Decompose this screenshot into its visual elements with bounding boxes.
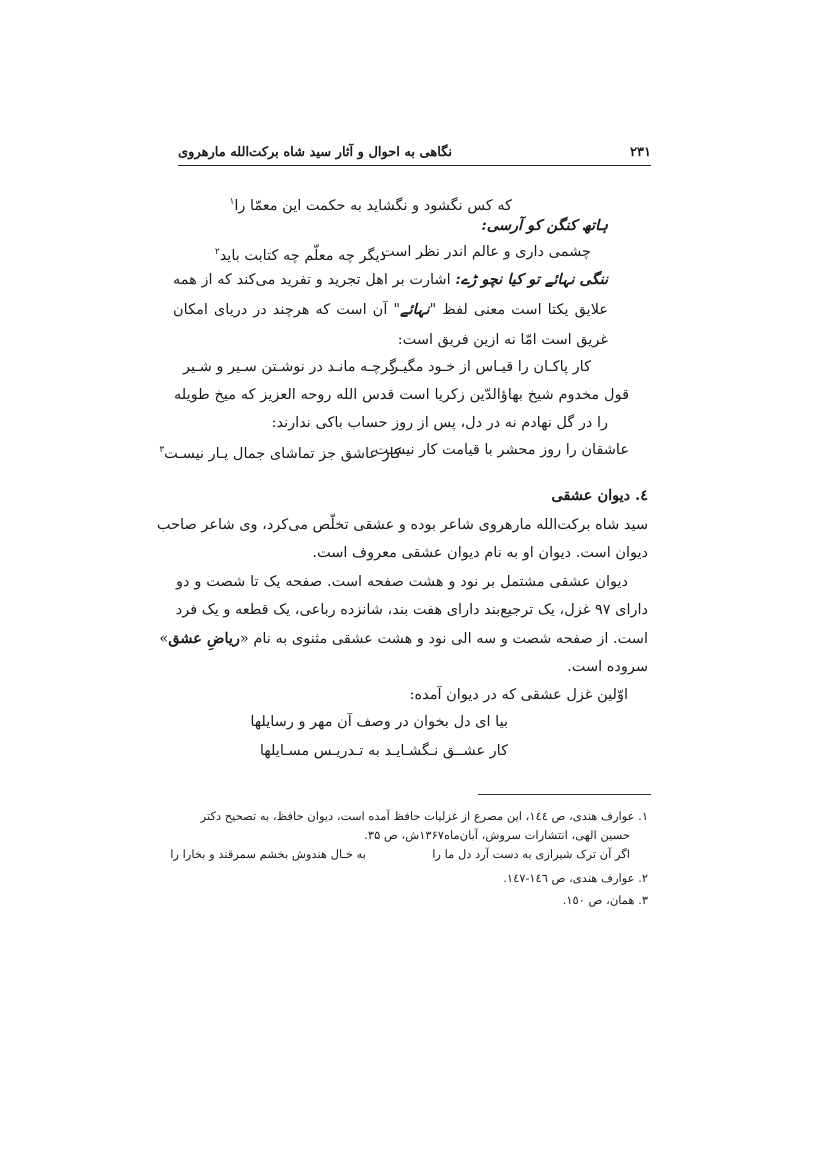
verse-line: بیا ای دل بخوان در وصف آن مهر و رسایلها (250, 714, 508, 730)
prose-text: " آن است که هرچند در دریای امکان (173, 302, 401, 318)
footnote-2: ۲. عوارف هندی، ص ١٤٦-١٤٧. (503, 871, 648, 885)
prose-line (173, 270, 608, 290)
paragraph-line (159, 629, 648, 649)
header-rule (178, 165, 651, 166)
verse-hemistich-right: کار پاکـان را قیـاس از خـود مگیـر (391, 359, 591, 375)
verse-hemistich-left: گرچـه مانـد در نوشـتن سـیر و شـیر (183, 359, 396, 375)
running-header (178, 143, 651, 165)
prose-line: غریق است امّا نه ازین فریق است: (397, 332, 608, 348)
verse-text: که کس نگشود و نگشاید به حکمت این معمّا را (234, 197, 512, 214)
verse-line (230, 192, 512, 216)
page-number: ۲۳۱ (630, 145, 651, 160)
verse-hemistich-right (381, 242, 591, 262)
verse-text: کار عاشق جز تماشای جمال یـار نیسـت (164, 445, 401, 462)
paragraph-line: دارای ۹۷ غزل، یک ترجیع‌بند دارای هفت بند، شانزده رباعی، یک قطعه و یک فرد (175, 602, 648, 618)
paragraph-line: دیوان است. دیوان او به نام دیوان عشقی معروف است. (312, 545, 648, 561)
urdu-word: نہائے (400, 301, 430, 318)
verse-text: دیگر چه معلّم چه کتابت باید (219, 247, 386, 264)
prose-line: را در گل نهادم نه در دل، پس از روز حساب باکی ندارند: (271, 415, 608, 431)
verse-text: چشمی داری و عالم اندر نظر است (380, 244, 591, 260)
footnote-1: ۱. عوارف هندی، ص ١٤٤، این مصرع از غزلیات حافظ آمده است، دیوان حافظ، به تصحیح دکتر (200, 809, 648, 823)
urdu-proverb: ننگی نہائے تو کیا نچو ڑے: (455, 271, 609, 288)
urdu-proverb: ہاتھ کنگن کو آرسی: (481, 217, 608, 234)
paragraph-text: » (159, 631, 169, 647)
running-title: نگاهی به احوال و آثار سید شاه برکت‌الله مارهروی (178, 145, 452, 160)
verse-hemistich-right: عاشقان را روز محشر با قیامت کار نیسـت (374, 442, 629, 458)
paragraph-text: است. از صفحه شصت و سه الی نود و هشت عشقی مثنوی به نام « (239, 631, 648, 647)
prose-text: علایق یکتا است معنی لفظ " (429, 302, 608, 318)
footnote-ref: ۱ (229, 197, 235, 207)
verse-line: کار عشــق نـگشـایـد به تـدریـس مسـایلها (259, 743, 508, 759)
paragraph-line: اوّلین غزل عشقی که در دیوان آمده: (409, 687, 628, 703)
verse-hemistich-left (159, 440, 401, 464)
footnote-ref: ۲ (214, 247, 220, 257)
footnote-1-continuation: حسین الهی، انتشارات سروش، آبان‌ماه۱۳۶۷ش، ص ۳۵. (364, 828, 630, 842)
footnote-1-verse-left: به خـال هندوش بخشم سمرقند و بخارا را (170, 847, 366, 861)
book-title-bold: ریاضِ عشق (168, 630, 240, 647)
prose-line (173, 300, 608, 320)
prose-line: قول مخدوم شیخ بهاؤالدّین زکریا است قدس الله روحه العزیز که میخ طویله (174, 387, 629, 403)
footnote-ref: ۳ (159, 445, 165, 455)
paragraph-line: دیوان عشقی مشتمل بر نود و هشت صفحه است. صفحه یک تا شصت و دو (176, 574, 628, 590)
footnote-1-verse-right: اگر آن ترک شیرازی به دست آرد دل ما را (432, 847, 630, 861)
paragraph-line: سید شاه برکت‌الله مارهروی شاعر بوده و عشقی تخلّص می‌کرد، وی شاعر صاحب (156, 517, 648, 533)
paragraph-line: سروده است. (567, 659, 648, 675)
section-heading: ٤. دیوان عشقی (551, 487, 648, 504)
footnote-3: ۳. همان، ص ١٥٠. (562, 893, 648, 907)
verse-hemistich-left (215, 242, 386, 266)
prose-text: اشارت بر اهل تجرید و تفرید می‌کند که از همه (173, 272, 451, 288)
footnote-rule (478, 794, 651, 795)
